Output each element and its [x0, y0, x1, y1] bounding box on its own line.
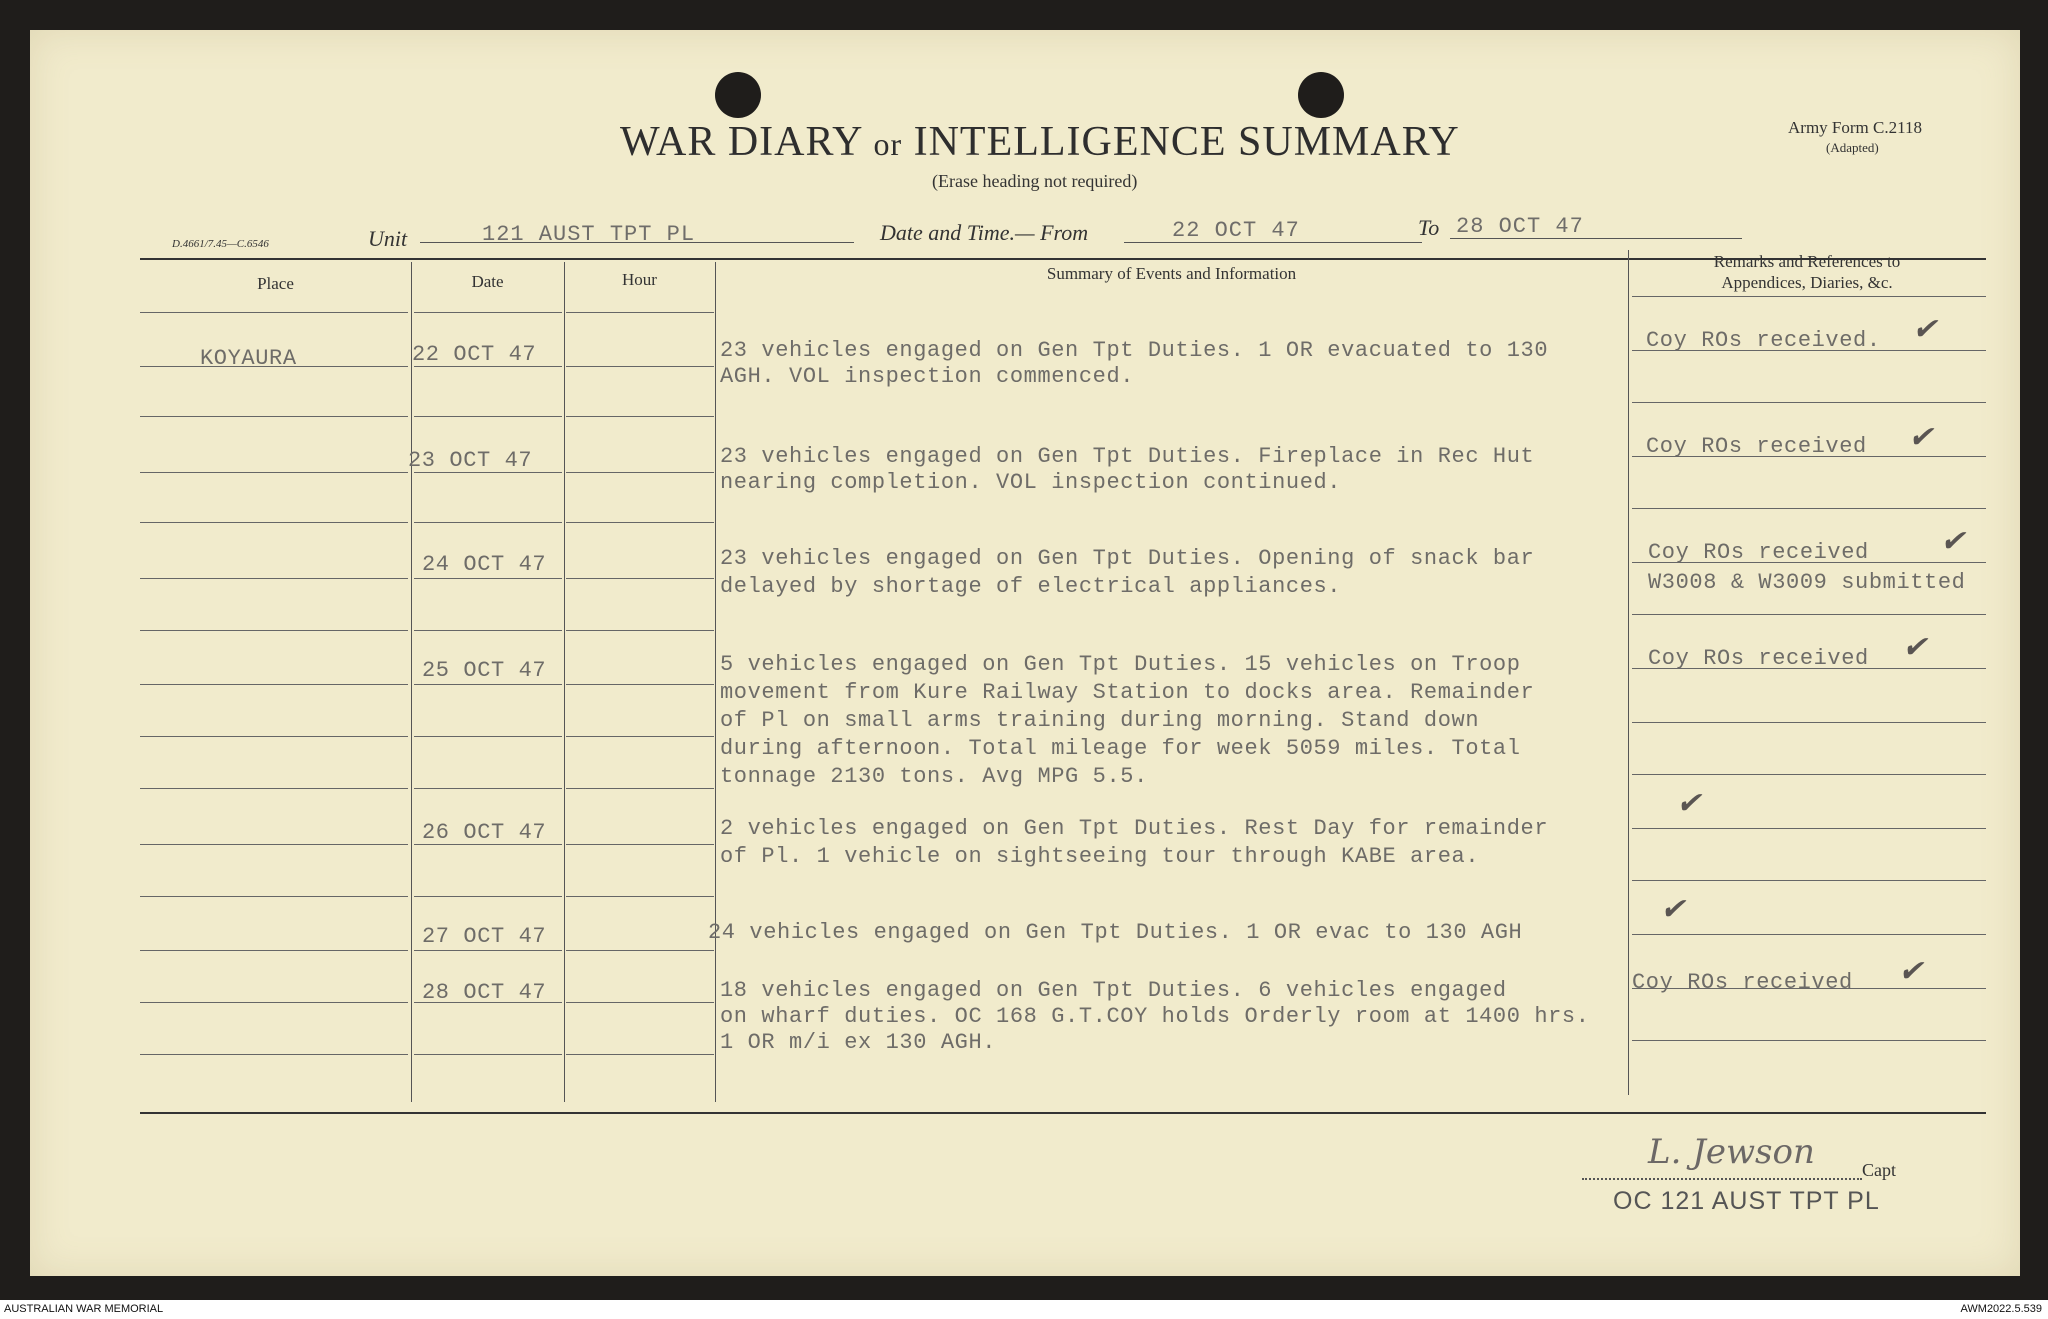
- entry-summary-line: 24 vehicles engaged on Gen Tpt Duties. 1 OR evac to 130 AGH: [708, 920, 1523, 945]
- to-label: To: [1418, 215, 1440, 240]
- entry-date: 23 OCT 47: [408, 448, 533, 473]
- checkmark-initial: ✔: [1902, 630, 1928, 665]
- unit-label: Unit: [368, 226, 408, 251]
- form-code: D.4661/7.45—C.6546: [172, 238, 269, 250]
- entry-summary-line: on wharf duties. OC 168 G.T.COY holds Orderly room at 1400 hrs.: [720, 1004, 1590, 1029]
- entry-summary-line: 5 vehicles engaged on Gen Tpt Duties. 15 vehicles on Troop: [720, 652, 1521, 677]
- punch-hole-left: [715, 72, 761, 118]
- title-or: or: [873, 126, 903, 162]
- column-header-summary: Summary of Events and Information: [1046, 264, 1297, 283]
- entry-summary-line: 23 vehicles engaged on Gen Tpt Duties. Opening of snack bar: [720, 546, 1535, 571]
- entry-summary-line: 18 vehicles engaged on Gen Tpt Duties. 6 vehicles engaged: [720, 978, 1507, 1003]
- column-header-hour: Hour: [622, 270, 657, 289]
- entry-place: KOYAURA: [200, 346, 297, 371]
- table-bottom-rule: [140, 1112, 1986, 1114]
- signature-dotted-line: [1582, 1178, 1862, 1180]
- column-divider-hour: [715, 262, 716, 1102]
- unit-underline: [420, 242, 854, 243]
- entry-date: 25 OCT 47: [422, 658, 547, 683]
- from-underline: [1124, 242, 1422, 243]
- entry-summary-line: 1 OR m/i ex 130 AGH.: [720, 1030, 997, 1055]
- rule-left: [566, 312, 714, 313]
- signature-rank: Capt: [1862, 1160, 1896, 1180]
- checkmark-initial: ✔: [1676, 786, 1702, 821]
- checkmark-initial: ✔: [1912, 312, 1938, 347]
- footer-accession-number: AWM2022.5.539: [1960, 1303, 2042, 1315]
- entry-remarks: Coy ROs received: [1632, 970, 1853, 995]
- entry-summary-line: tonnage 2130 tons. Avg MPG 5.5.: [720, 764, 1148, 789]
- checkmark-initial: ✔: [1940, 524, 1966, 559]
- entry-remarks: Coy ROs received.: [1646, 328, 1881, 353]
- from-date-value: 22 OCT 47: [1172, 218, 1300, 243]
- entry-date: 22 OCT 47: [412, 342, 537, 367]
- archive-footer: [0, 1300, 2048, 1319]
- entry-summary-line: of Pl on small arms training during morning. Stand down: [720, 708, 1480, 733]
- unit-value: 121 AUST TPT PL: [482, 222, 696, 247]
- subtitle: (Erase heading not required): [932, 171, 1138, 191]
- column-header-place: Place: [257, 274, 294, 293]
- page-title: [620, 118, 1490, 166]
- entry-summary-line: during afternoon. Total mileage for week 5059 miles. Total: [720, 736, 1521, 761]
- checkmark-initial: ✔: [1660, 892, 1686, 927]
- handwritten-signature: L. Jewson: [1648, 1132, 1815, 1172]
- entry-remarks: Coy ROs received: [1648, 646, 1869, 671]
- entry-remarks: W3008 & W3009 submitted: [1648, 570, 1966, 595]
- entry-date: 27 OCT 47: [422, 924, 547, 949]
- column-divider-summary: [1628, 250, 1629, 1095]
- date-time-label: Date and Time.— From: [880, 220, 1089, 245]
- column-header-remarks-line1: Remarks and References to: [1713, 252, 1901, 271]
- column-header-remarks-line2: Appendices, Diaries, &c.: [1721, 273, 1893, 292]
- entry-summary-line: of Pl. 1 vehicle on sightseeing tour through KABE area.: [720, 844, 1480, 869]
- footer-institution: AUSTRALIAN WAR MEMORIAL: [4, 1303, 164, 1315]
- entry-remarks: Coy ROs received: [1646, 434, 1867, 459]
- column-divider-place: [411, 262, 412, 1102]
- entry-date: 24 OCT 47: [422, 552, 547, 577]
- entry-summary-line: delayed by shortage of electrical appliances.: [720, 574, 1342, 599]
- entry-summary-line: AGH. VOL inspection commenced.: [720, 364, 1135, 389]
- title-war-diary: WAR DIARY: [620, 119, 862, 165]
- adapted-note: (Adapted): [1826, 140, 1879, 155]
- army-form-number: Army Form C.2118: [1788, 118, 1922, 137]
- entry-summary-line: movement from Kure Railway Station to docks area. Remainder: [720, 680, 1535, 705]
- rule-left: [140, 312, 408, 313]
- rule-right: [1632, 296, 1986, 297]
- entry-summary-line: 23 vehicles engaged on Gen Tpt Duties. 1 OR evacuated to 130: [720, 338, 1549, 363]
- entry-date: 26 OCT 47: [422, 820, 547, 845]
- column-divider-date: [564, 262, 565, 1102]
- punch-hole-right: [1298, 72, 1344, 118]
- signature-block: OC 121 AUST TPT PL: [1613, 1187, 1880, 1215]
- entry-summary-line: 2 vehicles engaged on Gen Tpt Duties. Rest Day for remainder: [720, 816, 1549, 841]
- rule-left: [414, 312, 562, 313]
- entry-date: 28 OCT 47: [422, 980, 547, 1005]
- column-header-date: Date: [471, 272, 504, 291]
- entry-summary-line: nearing completion. VOL inspection continued.: [720, 470, 1342, 495]
- checkmark-initial: ✔: [1898, 954, 1924, 989]
- title-intelligence-summary: INTELLIGENCE SUMMARY: [913, 119, 1460, 165]
- entry-summary-line: 23 vehicles engaged on Gen Tpt Duties. Fireplace in Rec Hut: [720, 444, 1535, 469]
- to-underline: [1450, 238, 1742, 239]
- checkmark-initial: ✔: [1908, 420, 1934, 455]
- entry-remarks: Coy ROs received: [1648, 540, 1869, 565]
- to-date-value: 28 OCT 47: [1456, 214, 1584, 239]
